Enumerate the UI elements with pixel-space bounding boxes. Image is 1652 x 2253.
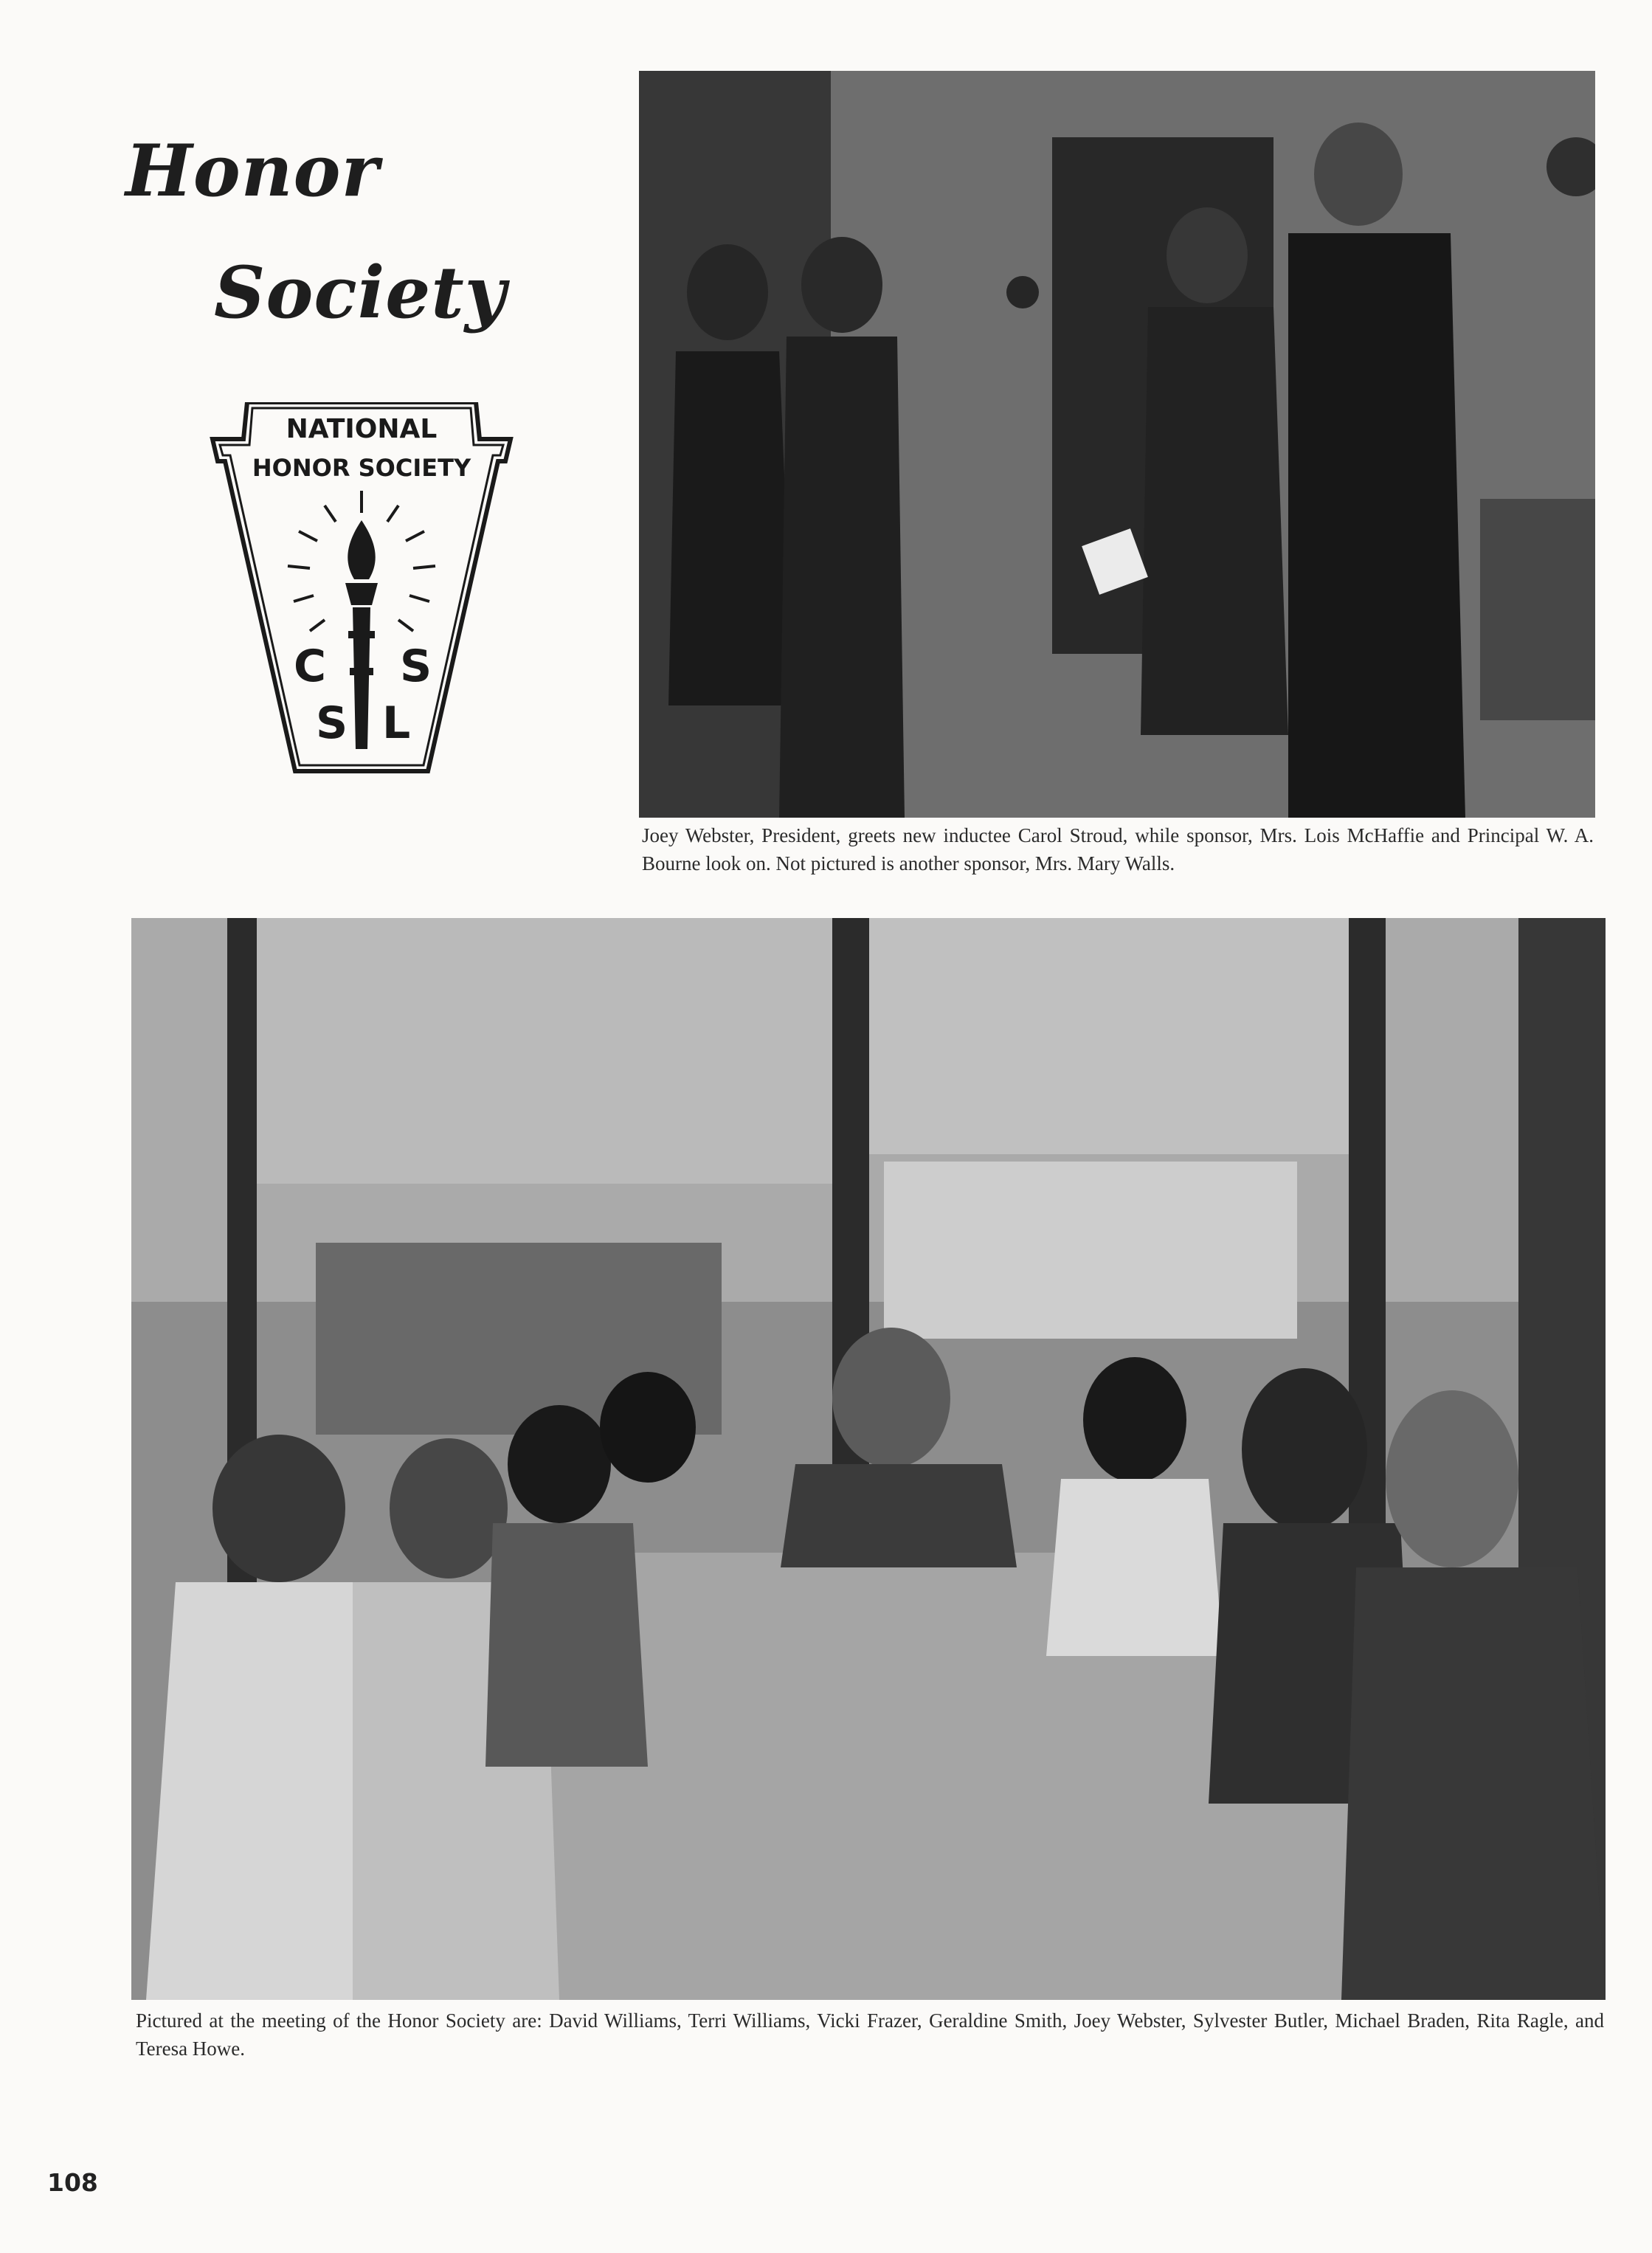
caption-meeting: Pictured at the meeting of the Honor Society are: David Williams, Terri Williams, Vicki Frazer, Geraldine Smith, Joey Webster, Sylvester Butler, Michael Braden, Rita Ragle, and Teresa Howe. [136,2009,1604,2060]
emblem-text-honor-society: HONOR SOCIETY [252,454,471,482]
emblem-letter-l: L [382,697,411,749]
title-line-society: Society [214,251,507,334]
emblem-letter-s1: S [316,697,348,749]
title-line-honor: Honor [125,129,380,213]
torch-icon [288,491,435,749]
emblem-letter-s2: S [400,641,432,692]
photo-honor-society-meeting [131,918,1606,2000]
caption-induction: Joey Webster, President, greets new inductee Carol Stroud, while sponsor, Mrs. Lois McHaffie and Principal W. A. Bourne look on. Not pictured is another sponsor, Mrs. Mary Walls. [642,824,1594,874]
emblem-letter-c: C [294,641,327,692]
national-honor-society-emblem [207,402,516,779]
page-number: 108 [47,2168,98,2197]
emblem-text-national: NATIONAL [286,414,438,444]
photo-induction-greeting [639,71,1595,818]
